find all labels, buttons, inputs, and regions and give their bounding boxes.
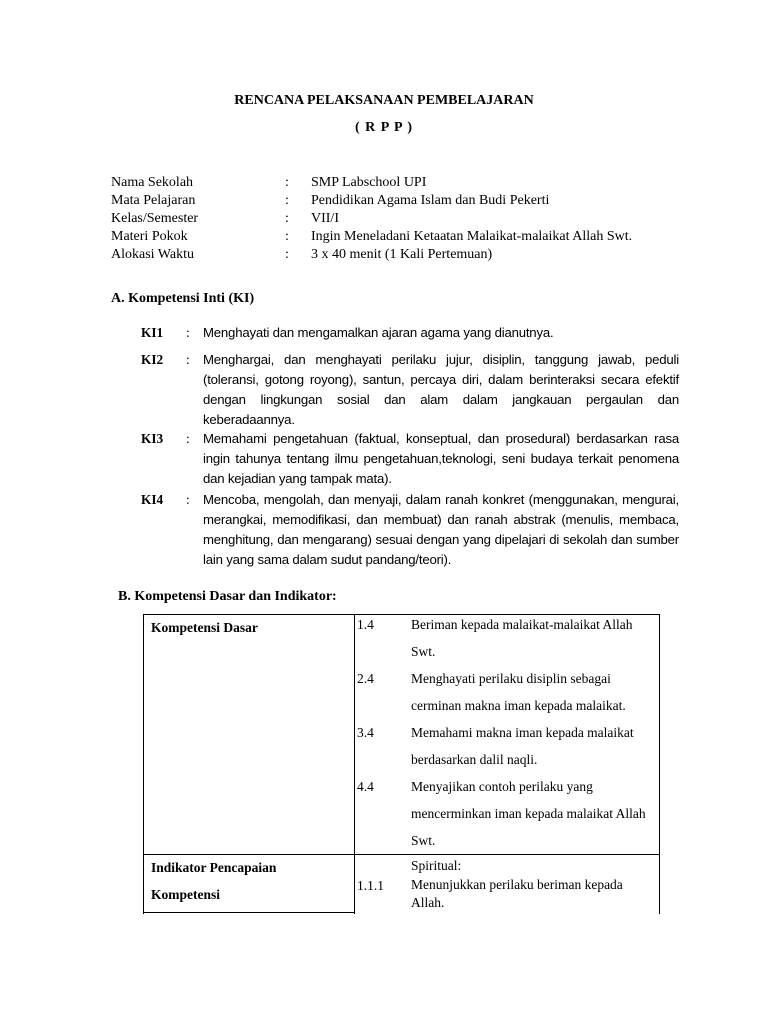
kompetensi-table	[143, 614, 660, 914]
ki-colon: :	[186, 352, 190, 367]
ki-text: Menghayati dan mengamalkan ajaran agama yang dianutnya.	[203, 325, 554, 340]
kd-text: Beriman kepada malaikat-malaikat Allah Swt.	[411, 617, 633, 659]
identity-label: Nama Sekolah	[111, 175, 194, 190]
table-border-bottom-left	[143, 912, 355, 913]
kd-text: Menghayati perilaku disiplin sebagai cerminan makna iman kepada malaikat.	[411, 671, 626, 713]
identity-value: 3 x 40 menit (1 Kali Pertemuan)	[311, 247, 493, 262]
ki-code: KI4	[141, 492, 164, 507]
indikator-header-line-2: Kompetensi	[151, 887, 220, 902]
ki-text: Menghargai, dan menghayati perilaku jujur, disiplin, tanggung jawab, peduli (toleransi, gotong royong), santun, percaya diri, dalam berinteraksi secara efektif dengan lingkungan sosial dan alam dalam jangkauan pergaulan dan keberadaannya.	[203, 352, 679, 427]
indikator-number: 1.1.1	[357, 878, 384, 893]
identity-colon: :	[285, 211, 289, 226]
ki-code: KI1	[141, 325, 164, 340]
indikator-group-label: Spiritual:	[411, 858, 462, 873]
kd-number: 1.4	[357, 617, 374, 632]
ki-code: KI2	[141, 352, 164, 367]
identity-label: Materi Pokok	[111, 229, 188, 244]
ki-colon: :	[186, 325, 190, 340]
indikator-text: Menunjukkan perilaku beriman kepada Allah.	[411, 877, 623, 910]
identity-colon: :	[285, 193, 289, 208]
kd-header: Kompetensi Dasar	[151, 620, 258, 635]
ki-colon: :	[186, 492, 190, 507]
section-a-heading: A. Kompetensi Inti (KI)	[111, 291, 255, 306]
ki-text: Mencoba, mengolah, dan menyaji, dalam ranah konkret (menggunakan, mengurai, merangkai, memodifikasi, dan membuat) dan ranah abstrak (menulis, membaca, menghitung, dan mengarang) sesuai dengan yang dipelajari di sekolah dan sumber lain yang sama dalam sudut pandang/teori).	[203, 492, 679, 567]
kd-number: 4.4	[357, 779, 374, 794]
section-b-heading: B. Kompetensi Dasar dan Indikator:	[118, 589, 337, 604]
ki-text: Memahami pengetahuan (faktual, konseptual, dan prosedural) berdasarkan rasa ingin tahunya tentang ilmu pengetahuan,teknologi, seni budaya terkait penomena dan kejadian yang tampak mata).	[203, 431, 679, 486]
kd-number: 2.4	[357, 671, 374, 686]
table-column-divider	[354, 614, 355, 914]
identity-label: Kelas/Semester	[111, 211, 199, 226]
identity-colon: :	[285, 247, 289, 262]
kd-text: Menyajikan contoh perilaku yang mencerminkan iman kepada malaikat Allah Swt.	[411, 779, 646, 848]
document-subtitle: ( R P P )	[355, 120, 413, 135]
identity-value: Ingin Meneladani Ketaatan Malaikat-malaikat Allah Swt.	[311, 229, 633, 244]
kd-text: Memahami makna iman kepada malaikat berdasarkan dalil naqli.	[411, 725, 634, 767]
document-title: RENCANA PELAKSANAAN PEMBELAJARAN	[234, 93, 534, 108]
indikator-header-line-1: Indikator Pencapaian	[151, 860, 277, 875]
ki-colon: :	[186, 431, 190, 446]
ki-code: KI3	[141, 431, 164, 446]
table-border-right	[659, 614, 660, 914]
identity-value: VII/I	[311, 211, 339, 226]
identity-label: Mata Pelajaran	[111, 193, 196, 208]
kd-number: 3.4	[357, 725, 374, 740]
identity-value: SMP Labschool UPI	[311, 175, 427, 190]
identity-colon: :	[285, 175, 289, 190]
identity-colon: :	[285, 229, 289, 244]
identity-label: Alokasi Waktu	[111, 247, 194, 262]
table-border-left	[143, 614, 144, 914]
identity-value: Pendidikan Agama Islam dan Budi Pekerti	[311, 193, 550, 208]
